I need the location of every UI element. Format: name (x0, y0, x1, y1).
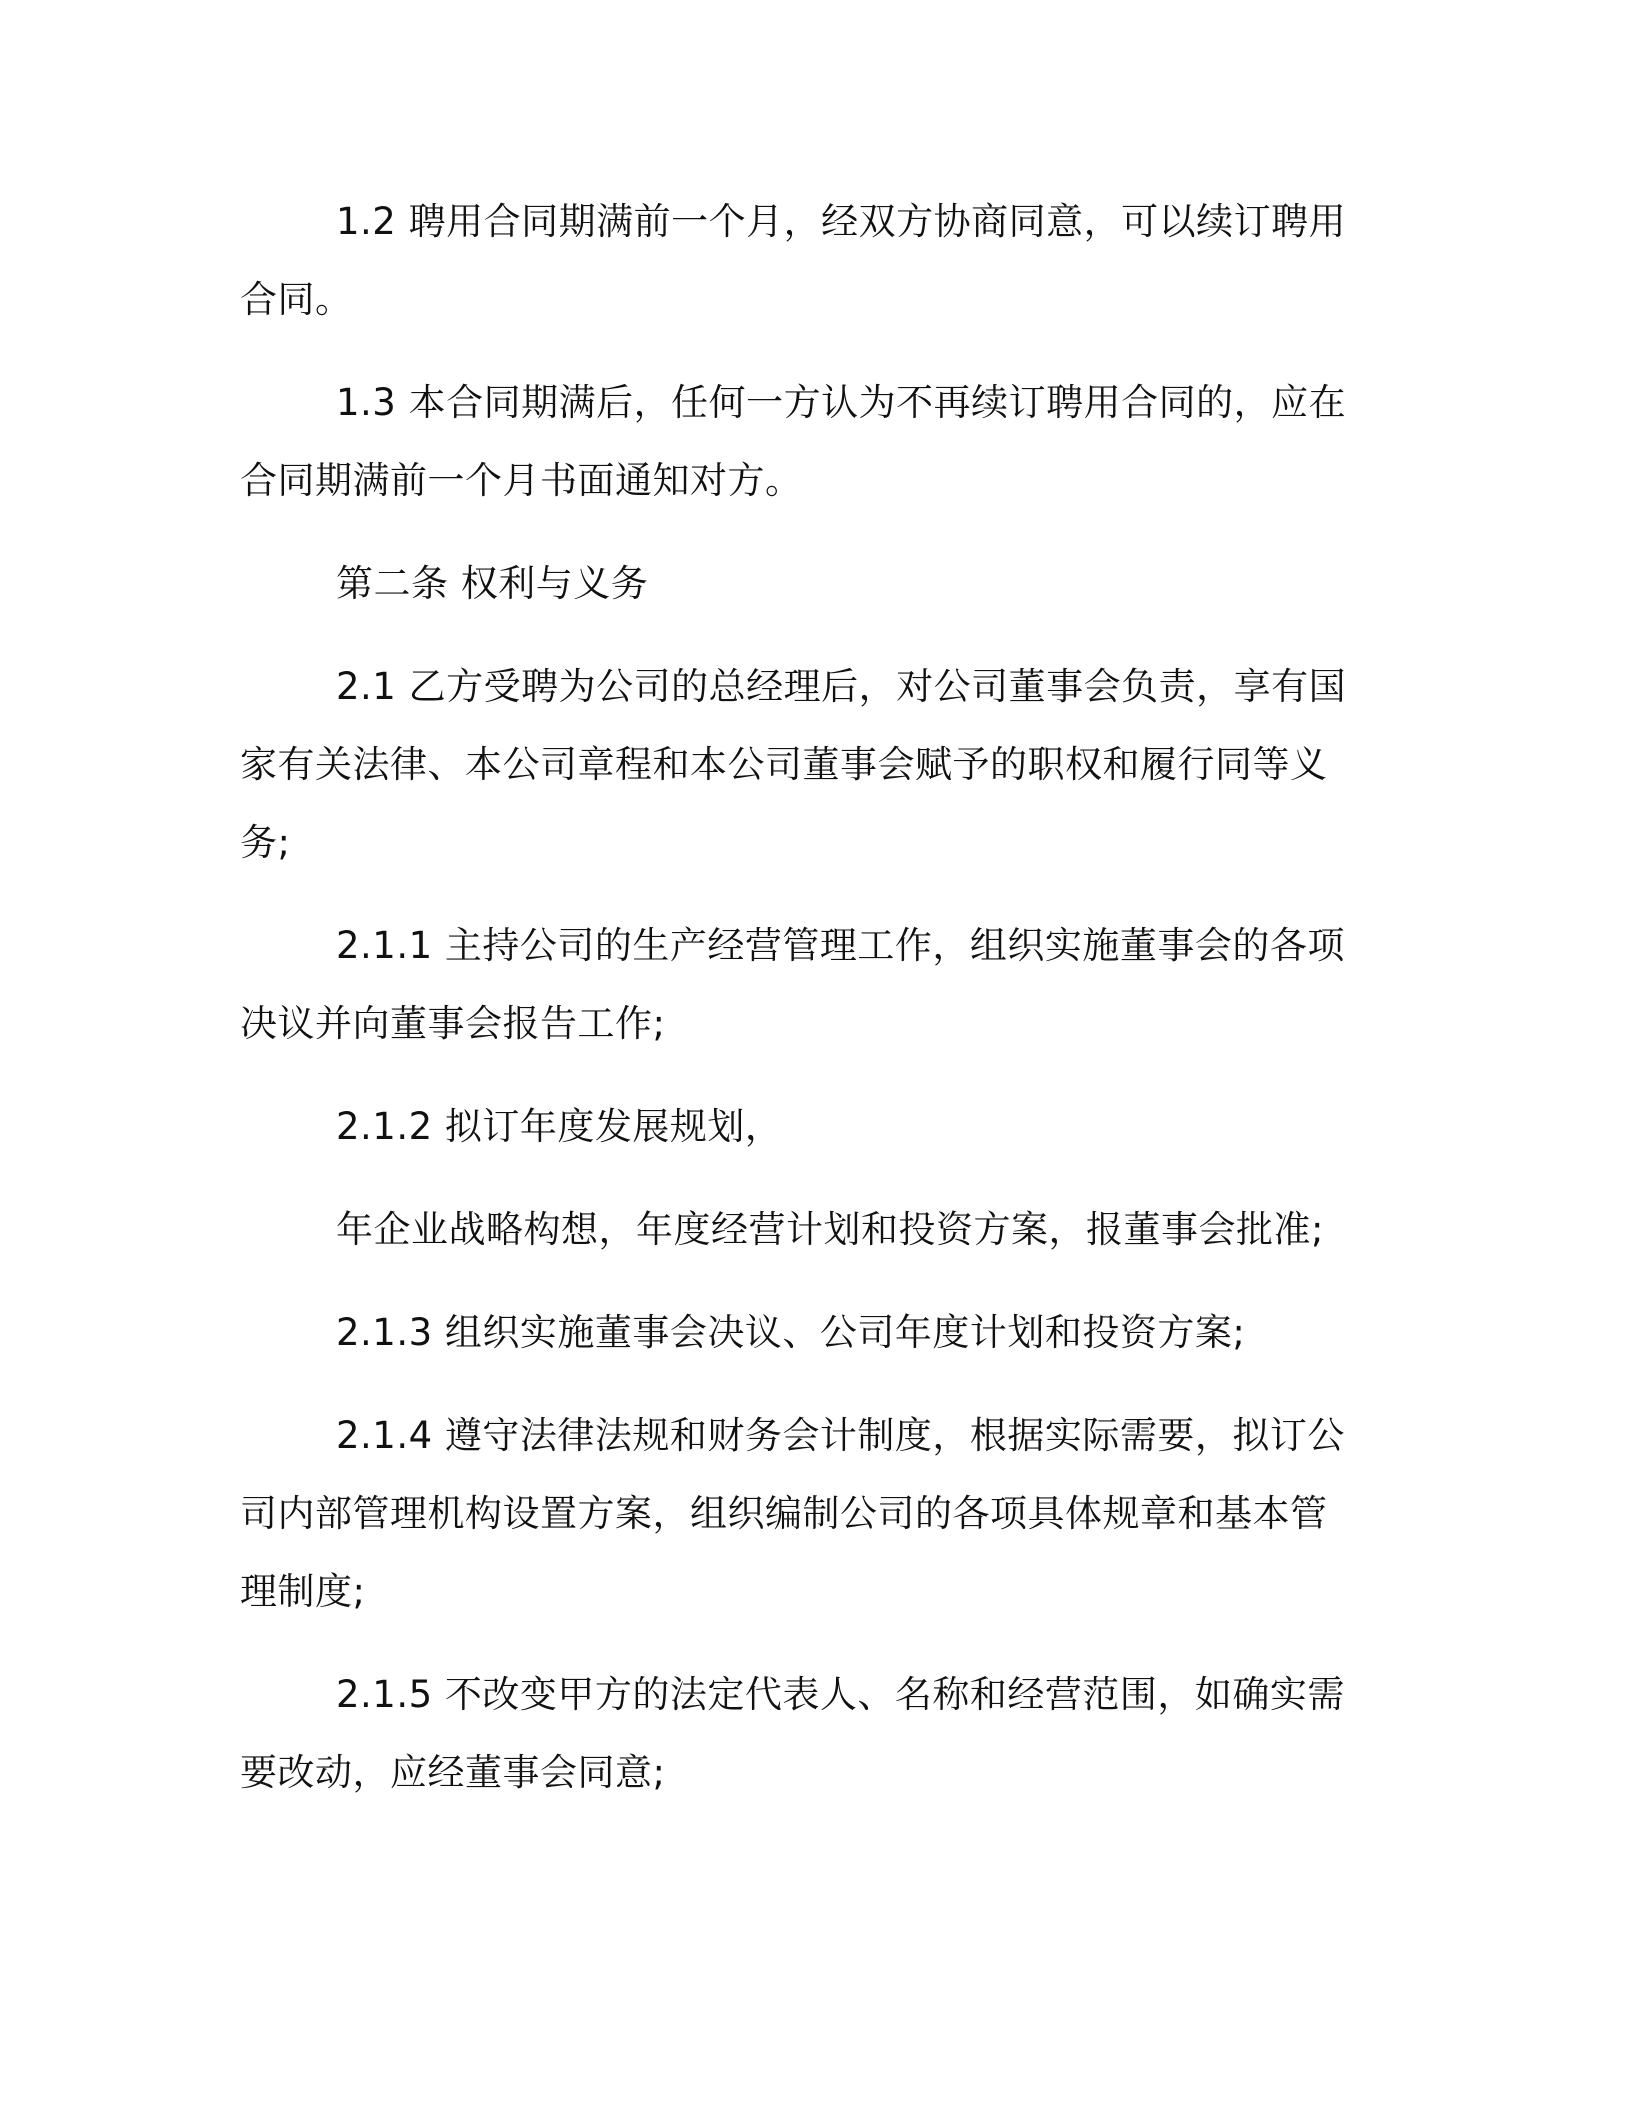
document-body (240, 183, 1360, 1837)
clause-2-1-1: 2.1.1 主持公司的生产经营管理工作，组织实施董事会的各项决议并向董事会报告工作; (240, 924, 1345, 1045)
clause-2-1-4: 2.1.4 遵守法律法规和财务会计制度，根据实际需要，拟订公司内部管理机构设置方案，组织编制公司的各项具体规章和基本管理制度; (240, 1414, 1345, 1613)
clause-1-3: 1.3 本合同期满后，任何一方认为不再续订聘用合同的，应在合同期满前一个月书面通知对方。 (240, 381, 1347, 502)
clause-2-1: 2.1 乙方受聘为公司的总经理后，对公司董事会负责，享有国家有关法律、本公司章程和本公司董事会赋予的职权和履行同等义务; (240, 665, 1347, 864)
article-2-heading: 第二条 权利与义务 (336, 562, 649, 605)
clause-2-1-5: 2.1.5 不改变甲方的法定代表人、名称和经营范围，如确实需要改动，应经董事会同意; (240, 1673, 1345, 1794)
clause-1-2: 1.2 聘用合同期满前一个月，经双方协商同意，可以续订聘用合同。 (240, 200, 1347, 321)
clause-2-1-2-continued: 年企业战略构想，年度经营计划和投资方案，报董事会批准; (336, 1208, 1324, 1251)
clause-2-1-3: 2.1.3 组织实施董事会决议、公司年度计划和投资方案; (336, 1311, 1246, 1354)
clause-2-1-2: 2.1.2 拟订年度发展规划， (336, 1105, 783, 1148)
